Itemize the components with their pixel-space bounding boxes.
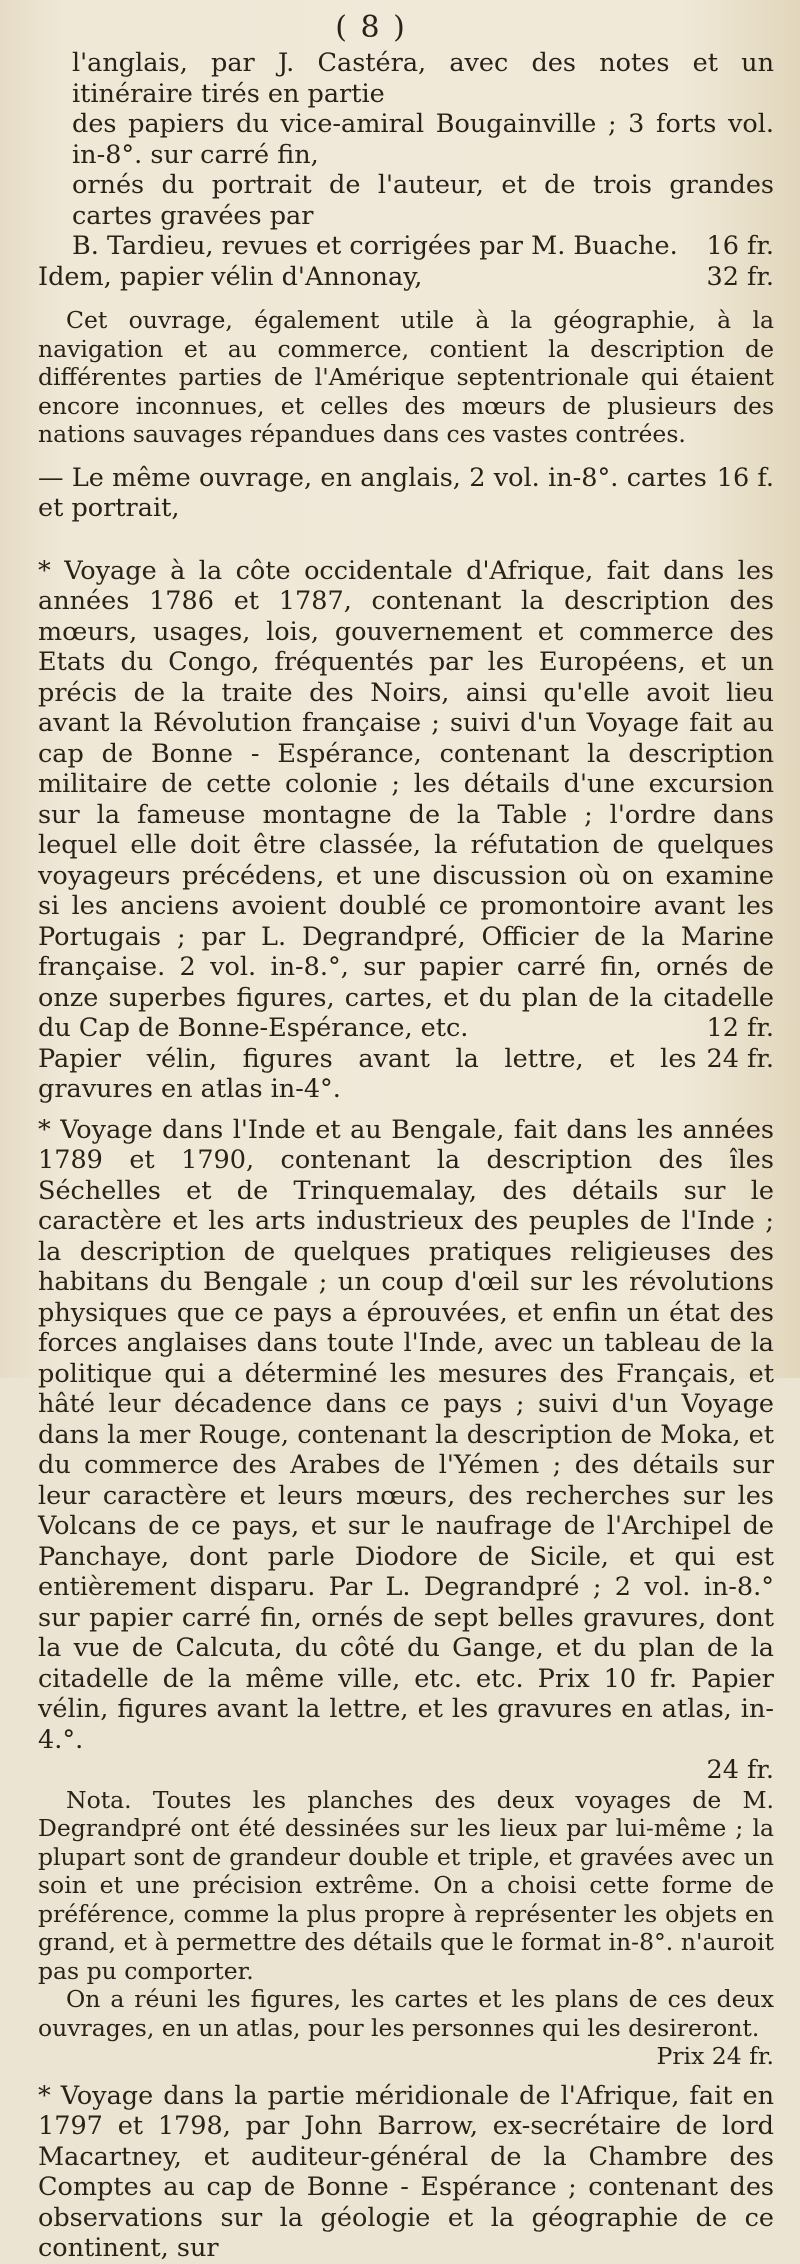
- price-row: [38, 463, 774, 524]
- price: 12 fr.: [706, 1013, 774, 1043]
- entry-description: Cet ouvrage, également utile à la géographie, à la navigation et au commerce, contient la description de différentes parties de l'Amérique septentrionale qui étaient encore inconnues, et celles des mœurs de plusieurs des nations sauvages répandues dans ces vastes contrées.: [38, 306, 774, 448]
- catalog-entry-afrique-occidentale: [38, 556, 774, 1105]
- entry-body: * Voyage à la côte occidentale d'Afrique, fait dans les années 1786 et 1787, contenant la description des mœurs, usages, lois, gouvernement et commerce des Etats du Congo, fréquentés par les Européens, et un précis de la traite des Noirs, ainsi qu'elle avoit lieu avant la Révolution française ; suivi d'un Voyage fait au cap de Bonne - Espérance, contenant la description militaire de cette colonie ; les détails d'une excursion sur la fameuse montagne de la Table ; l'ordre dans lequel elle doit être classée, la réfutation de quelques voyageurs précédens, et une discussion où on examine si les anciens avoient doublé ce promontoire avant les Portugais ; par L. Degrandpré, Officier de la Marine française. 2 vol. in-8.°, sur papier carré fin, ornés de onze superbes figures, cartes, et du plan de la citadelle du Cap de Bonne-Espérance, etc.: [38, 555, 774, 1043]
- price: 32 fr.: [706, 261, 774, 292]
- price-row: [38, 1755, 774, 1786]
- entry-line: Idem, papier vélin d'Annonay,: [38, 261, 423, 292]
- entry-line: — Le même ouvrage, en anglais, 2 vol. in-8°. cartes et portrait,: [38, 462, 707, 523]
- catalog-entry-inde-bengale: [38, 1115, 774, 2071]
- catalog-entry-bougainville: [38, 48, 774, 524]
- price-row: [38, 2042, 774, 2071]
- price: 16 fr.: [706, 231, 774, 261]
- price: Prix 24 fr.: [656, 2042, 774, 2070]
- price-row: [38, 1044, 774, 1105]
- price-row: [38, 231, 774, 262]
- entry-line: Papier vélin, figures avant la lettre, et les gravures en atlas in-4°.: [38, 1043, 697, 1104]
- page-number: ( 8 ): [335, 10, 407, 45]
- price: 24 fr.: [706, 1043, 774, 1074]
- catalog-entry-afrique-meridionale: [38, 2081, 774, 2264]
- price-row: [38, 262, 774, 293]
- entry-line: B. Tardieu, revues et corrigées par M. Buache.: [72, 231, 678, 261]
- entry-line: ornés du portrait de l'auteur, et de trois grandes cartes gravées par: [72, 170, 774, 231]
- entry-body: * Voyage dans la partie méridionale de l'Afrique, fait en 1797 et 1798, par John Barrow, ex-secrétaire de lord Macartney, et auditeur-général de la Chambre des Comptes au cap de Bonne - Espérance ; contenant des observations sur la géologie et la géographie de ce continent, sur: [38, 2080, 774, 2263]
- entry-body: * Voyage dans l'Inde et au Bengale, fait dans les années 1789 et 1790, contenant la description des îles Séchelles et de Trinquemalay, des détails sur le caractère et les arts industrieux des peuples de l'Inde ; la description de quelques pratiques religieuses des habitans du Bengale ; un coup d'œil sur les révolutions physiques que ce pays a éprouvées, et enfin un état des forces anglaises dans toute l'Inde, avec un tableau de la politique qui a déterminé les mesures des Français, et hâté leur décadence dans ce pays ; suivi d'un Voyage dans la mer Rouge, contenant la description de Moka, et du commerce des Arabes de l'Yémen ; des détails sur leur caractère et leurs mœurs, des recherches sur les Volcans de ce pays, et sur le naufrage de l'Archipel de Panchaye, dont parle Diodore de Sicile, et qui est entièrement disparu. Par L. Degrandpré ; 2 vol. in-8.° sur papier carré fin, ornés de sept belles gravures, dont la vue de Calcuta, du côté du Gange, et du plan de la citadelle de la même ville, etc. etc. Prix 10 fr. Papier vélin, figures avant la lettre, et les gravures en atlas, in-4.°.: [38, 1114, 774, 1755]
- price: 24 fr.: [706, 1755, 774, 1785]
- price: 16 f.: [716, 462, 774, 493]
- entry-line: des papiers du vice-amiral Bougainville ; 3 forts vol. in-8°. sur carré fin,: [72, 109, 774, 170]
- entry-line: l'anglais, par J. Castéra, avec des notes et un itinéraire tirés en partie: [72, 48, 774, 109]
- nota: Nota. Toutes les planches des deux voyages de M. Degrandpré ont été dessinées sur les lieux par lui-même ; la plupart sont de grandeur double et triple, et gravées avec un soin et une précision extrême. On a choisi cette forme de préférence, comme la plus propre à représenter les objets en grand, et à permettre des détails que le format in-8°. n'auroit pas pu comporter.: [38, 1785, 774, 1985]
- nota: On a réuni les figures, les cartes et les plans de ces deux ouvrages, en un atlas, pour les personnes qui les desireront.: [38, 1985, 774, 2042]
